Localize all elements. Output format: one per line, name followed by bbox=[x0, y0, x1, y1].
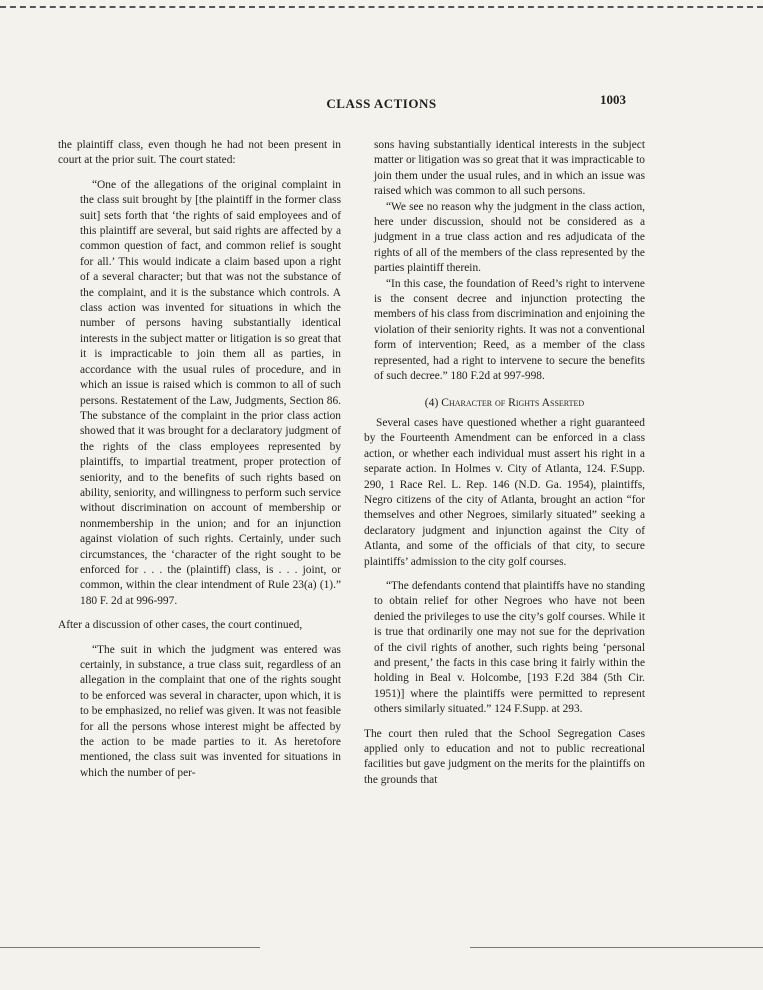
block-quote: “We see no reason why the judgment in the class action, here under discussion, should not be considered as a judgment in a true class action and res adjudicata of the rights of all of the members of the class represented by the parties plaintiff therein. bbox=[374, 200, 645, 275]
bottom-rule-right bbox=[470, 947, 763, 948]
block-quote: “In this case, the foundation of Reed’s right to intervene is the consent decree and injunction protecting the members of his class from discrimination and enjoining the violation of their seniority rights. It was not a conventional form of intervention; Reed, as a member of the class represented, had a right to intervene to secure the benefits of such decree.” 180 F.2d at 997-998. bbox=[374, 277, 645, 383]
running-title: CLASS ACTIONS bbox=[326, 96, 437, 111]
left-column bbox=[58, 138, 341, 781]
section-heading: (4) Character of Rights Asserted bbox=[424, 395, 585, 409]
paragraph: the plaintiff class, even though he had not been present in court at the prior suit. The court stated: bbox=[58, 139, 341, 167]
block-quote-continued: sons having substantially identical interests in the subject matter or litigation was so great that it was impracticable to join them under the usual rules, and in which an issue was raised which was common to all such persons. bbox=[374, 139, 645, 198]
block-quote: “One of the allegations of the original complaint in the class suit brought by [the plaintiff in the former class suit] sets forth that ‘the rights of said employees and of this plaintiff are several, but said rights are affected by a common question of fact, and common relief is sought for all.’ This would indicate a claim based upon a right of a several character; but that was not the substance of the complaint, and it is the substance which controls. A class action was invented for situations in which the number of persons having substantially identical interests in the subject matter or litigation is so great that it is impracticable to join them all as parties, in accordance with the usual rules of procedure, and in which an issue is raised which is common to all of such persons. Restatement of the Law, Judgments, Section 86. The substance of the complaint in the prior class action showed that it was brought for a declaratory judgment of the rights of the class employees represented by plaintiffs, to impartial treatment, proper protection of seniority, and to the benefits of such rights based on ability, seniority, and willingness to perform such service without discrimination on account of membership or nonmembership in the union; and for an injunction against violation of such rights. Certainly, under such circumstances, the ‘character of the right sought to be enforced for . . . the (plaintiff) class, is . . . joint, or common, within the clear intendment of Rule 23(a) (1).” 180 F. 2d at 996-997. bbox=[80, 178, 341, 607]
paragraph: After a discussion of other cases, the court continued, bbox=[58, 619, 303, 632]
paragraph: The court then ruled that the School Segregation Cases applied only to education and not to public recreational facilities but gave judgment on the merits for the plaintiffs on the grounds that bbox=[364, 727, 645, 786]
block-quote: “The suit in which the judgment was entered was certainly, in substance, a true class suit, regardless of an allegation in the complaint that one of the rights sought to be enforced was several in character, upon which, it is to be emphasized, no relief was given. It was not feasible for all the persons whose interest might be affected by the action to be made parties to it. As heretofore mentioned, the class suit was invented for situations in which the number of per- bbox=[80, 643, 341, 779]
paragraph: Several cases have questioned whether a right guaranteed by the Fourteenth Amendment can be enforced in a class action, or whether each individual must assert his right in a separate action. In Holmes v. City of Atlanta, 124. F.Supp. 290, 1 Race Rel. L. Rep. 146 (N.D. Ga. 1954), plaintiffs, Negro citizens of the city of Atlanta, brought an action “for themselves and other Negroes, similarly situated” seeking a declaratory judgment and injunction against the City of Atlanta, and some of the officials of that city, to secure plaintiffs’ admission to the city golf courses. bbox=[364, 416, 645, 568]
page-number: 1003 bbox=[600, 92, 626, 107]
block-quote: “The defendants contend that plaintiffs have no standing to obtain relief for other Negroes who have not been denied the privileges to use the city’s golf courses. While it is true that ordinarily one may not sue for the deprivation of the civil rights of another, such rights being ‘personal and present,’ the facts in this case bring it fairly within the holding in Beal v. Holcombe, [193 F.2d 384 (5th Cir. 1951)] where the plaintiffs were permitted to represent others similarly situated.” 124 F.Supp. at 293. bbox=[374, 579, 645, 716]
top-border-rule bbox=[0, 6, 763, 8]
bottom-rule-left bbox=[0, 947, 260, 948]
right-column bbox=[364, 138, 645, 788]
